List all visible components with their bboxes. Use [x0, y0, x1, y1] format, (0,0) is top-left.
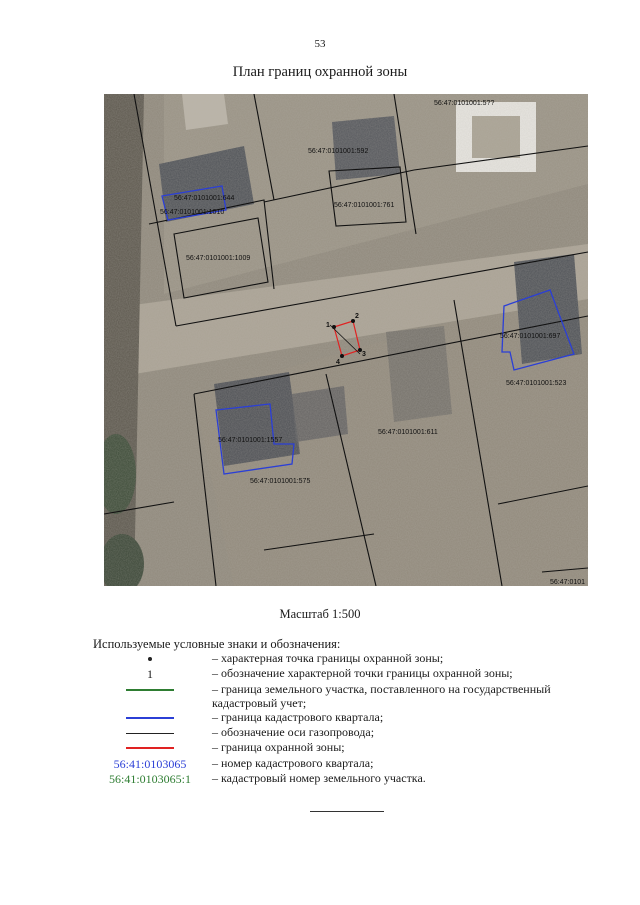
- legend-text: – номер кадастрового квартала;: [212, 756, 374, 770]
- blue-line-icon: [126, 717, 174, 719]
- green-line-icon: [126, 689, 174, 691]
- legend-symbol-pipeline: [100, 726, 200, 740]
- zone-point-4: [340, 354, 344, 358]
- legend-text: – граница земельного участка, поставленного на государственный кадастровый учет;: [212, 682, 551, 710]
- signature-line: [310, 811, 384, 812]
- page-number: 53: [314, 38, 326, 50]
- point-marker-icon: [148, 657, 152, 661]
- parcel-label-611: 56:47:0101001:611: [378, 429, 438, 436]
- black-line-icon: [126, 733, 174, 734]
- parcel-label-top-right: 56:47:0101001:5??: [434, 100, 495, 107]
- legend-row-point-number: [0, 667, 640, 681]
- parcel-label-523: 56:47:0101001:523: [506, 380, 567, 387]
- zone-point-1: [332, 325, 336, 329]
- red-line-icon: [126, 747, 174, 749]
- legend-row-pipeline: [0, 726, 640, 740]
- legend-row-quarter: [0, 711, 640, 725]
- legend-text: – граница охранной зоны;: [212, 740, 345, 754]
- map-scale: Масштаб 1:500: [279, 607, 361, 621]
- parcel-label-bottom-right: 56:47:0101: [550, 579, 586, 586]
- legend-row-point: [0, 652, 640, 666]
- parcel-label-644: 56:47:0101001:644: [174, 195, 235, 202]
- legend-row-land-plot: [0, 682, 640, 710]
- legend-symbol-land-plot: [100, 683, 200, 697]
- point-number-2: 2: [355, 313, 359, 320]
- parcel-label-1010: 56:47:0101001:1010: [160, 209, 225, 216]
- legend-text: – граница кадастрового квартала;: [212, 710, 384, 724]
- legend-symbol-point: [100, 652, 200, 666]
- legend-text: – кадастровый номер земельного участка.: [212, 771, 426, 785]
- legend-row-quarter-number: [0, 757, 640, 771]
- page-title: План границ охранной зоны: [232, 64, 408, 80]
- legend-text: – обозначение оси газопровода;: [212, 725, 375, 739]
- map-canvas: [104, 94, 588, 586]
- legend-symbol-quarter: [100, 711, 200, 725]
- satellite-map[interactable]: [104, 94, 588, 586]
- parcel-label-697: 56:47:0101001:697: [500, 333, 561, 340]
- legend-row-cadastral-number: [0, 772, 640, 786]
- point-number-1: 1: [326, 322, 330, 329]
- point-number-3: 3: [362, 351, 366, 358]
- legend-text: – обозначение характерной точки границы охранной зоны;: [212, 666, 513, 680]
- point-number-4: 4: [336, 359, 340, 366]
- legend-symbol-point-number: 1: [147, 666, 153, 681]
- parcel-label-761: 56:47:0101001:761: [334, 202, 395, 209]
- legend-symbol-quarter-number: 56:41:0103065: [113, 756, 187, 771]
- legend-title: Используемые условные знаки и обозначения:: [93, 637, 341, 651]
- legend-symbol-cadastral-number: 56:41:0103065:1: [108, 771, 191, 786]
- parcel-label-575: 56:47:0101001:575: [250, 478, 311, 485]
- legend-row-zone: [0, 741, 640, 755]
- legend-symbol-zone: [100, 741, 200, 755]
- legend-text: – характерная точка границы охранной зоны;: [212, 651, 444, 665]
- parcel-label-1557: 56:47:0101001:1557: [218, 437, 283, 444]
- parcel-label-1009: 56:47:0101001:1009: [186, 255, 251, 262]
- parcel-label-592: 56:47:0101001:592: [308, 148, 369, 155]
